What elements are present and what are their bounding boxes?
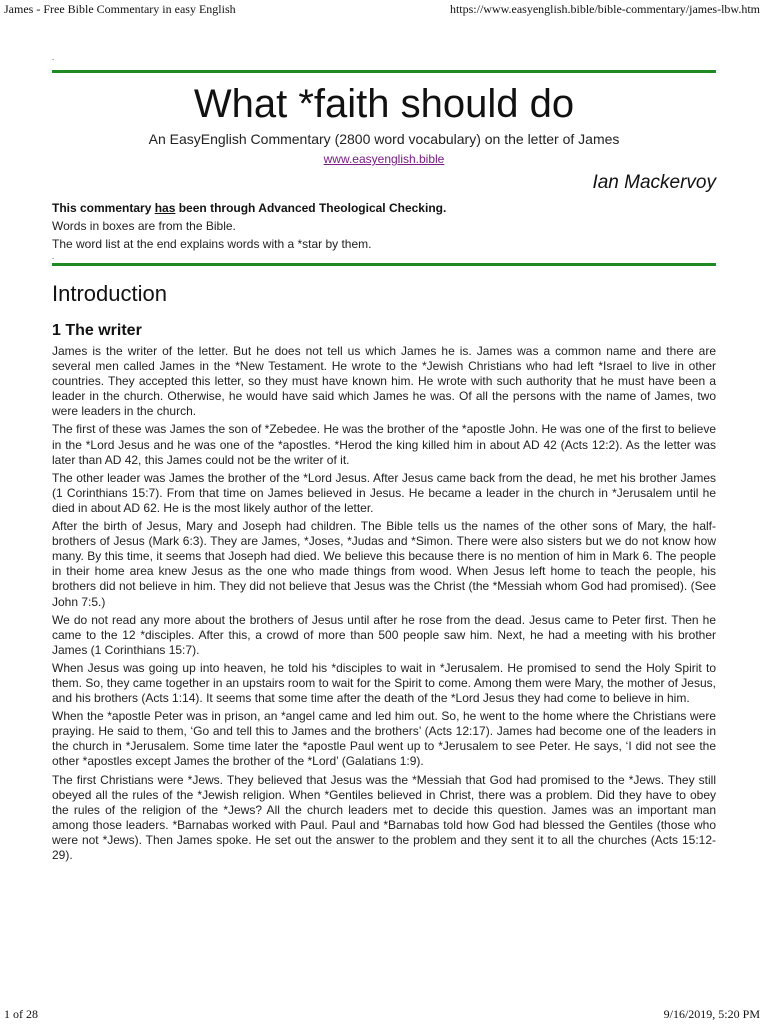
- print-header-url: https://www.easyenglish.bible/bible-commentary/james-lbw.htm: [449, 2, 760, 16]
- word-list-note: The word list at the end explains words with a *star by them.: [52, 237, 372, 251]
- bottom-dot: .: [52, 252, 55, 261]
- print-header-title: James - Free Bible Commentary in easy English: [4, 2, 236, 16]
- paragraph: When Jesus was going up into heaven, he told his *disciples to wait in *Jerusalem. He promised to send the Holy Spirit to them. So, they came together in an upstairs room to wait for the Spirit to come. Among them were Mary, the mother of Jesus, and his brothers (Acts 1:14). It seems that some time after the death of the *Lord Jesus they had come to believe in him.: [52, 660, 716, 706]
- paragraph: The first Christians were *Jews. They believed that Jesus was the *Messiah that God had promised to the *Jews. They still obeyed all the rules of the *Jewish religion. When *Gentiles believed in Christ, there was a problem. Did they have to obey the rules of the religion of the *Jews? All the church leaders met to decide this question. James was an important man among those leaders. *Barnabas worked with Paul. Paul and *Barnabas told how God had blessed the Gentiles (those who were not *Jews). Then James spoke. He set out the answer to the problem and they sent it to all the churches (Acts 15:12-29).: [52, 772, 716, 862]
- bottom-green-rule: [52, 263, 716, 266]
- page-count: 1 of 28: [4, 1007, 38, 1021]
- print-timestamp: 9/16/2019, 5:20 PM: [663, 1007, 760, 1021]
- checking-notice-end: been through Advanced Theological Checking.: [175, 201, 447, 215]
- author-name: Ian Mackervoy: [592, 172, 716, 193]
- print-header: [0, 1, 768, 17]
- page-title: What *faith should do: [193, 82, 575, 126]
- print-footer: [0, 1006, 768, 1022]
- document-page: [52, 54, 716, 866]
- paragraph: The other leader was James the brother of the *Lord Jesus. After Jesus came back from the dead, he met his brother James (1 Corinthians 15:7). From that time on James believed in Jesus. He became a leader in the church in *Jerusalem until he died in about AD 62. He is the most likely author of the letter.: [52, 470, 716, 515]
- checking-notice-has: has: [154, 201, 176, 215]
- paragraph: The first of these was James the son of *Zebedee. He was the brother of the *apostle John. He was one of the first to believe in the *Lord Jesus and he was one of the *apostles. *Herod the king killed him in about AD 42 (Acts 12:2). As the letter was later than AD 42, this James could not be the writer of it.: [52, 422, 716, 467]
- paragraph: When the *apostle Peter was in prison, an *angel came and led him out. So, he went to the home where the Christians were praying. He said to them, ‘Go and tell this to James and the brothers’ (Acts 12:17). James had become one of the leaders in the church in *Jerusalem. Some time later the *apostle Paul went up to *Jerusalem to see Peter. He says, ‘I did not see the other *apostles except James the brother of the *Lord’ (Galatians 1:9).: [52, 709, 716, 769]
- site-link[interactable]: www.easyenglish.bible: [323, 152, 445, 166]
- paragraph: After the birth of Jesus, Mary and Joseph had children. The Bible tells us the names of the other sons of Mary, the half-brothers of Jesus (Mark 6:3). They are James, *Joses, *Judas and *Simon. There were also sisters but we do not know how many. By this time, it seems that Joseph had died. We believe this because there is no mention of him in Mark 6. The people in their home area knew Jesus as the one who made things from wood. When Jesus left home to teach the people, his brothers did not believe in him. They did not believe that Jesus was the Christ (the *Messiah whom God had promised). (See John 7:5.): [52, 519, 716, 609]
- checking-notice: [52, 199, 716, 217]
- body-text: [52, 344, 716, 863]
- top-green-rule: [52, 70, 716, 73]
- paragraph: James is the writer of the letter. But he does not tell us which James he is. James was a common name and there are several men called James in the *New Testament. He wrote to the *Jewish Christians who had left *Israel to live in other countries. They accepted this letter, so they must have known him. He wrote with such authority that he must have been a leader in the church. Otherwise, he would have said which James he was. Of all the persons with the name of James, two were leaders in the church.: [52, 344, 716, 419]
- section-heading-introduction: Introduction: [52, 281, 167, 306]
- subsection-heading-writer: 1 The writer: [52, 322, 142, 339]
- site-link-wrapper: [52, 150, 716, 168]
- top-dot: .: [52, 53, 55, 62]
- page-subtitle: An EasyEnglish Commentary (2800 word vocabulary) on the letter of James: [148, 131, 620, 147]
- boxes-note: Words in boxes are from the Bible.: [52, 219, 236, 233]
- paragraph: We do not read any more about the brothers of Jesus until after he rose from the dead. Jesus came to Peter first. Then he came to the 12 *disciples. After this, a crowd of more than 500 people saw him. Next, he had a meeting with his brother James (1 Corinthians 15:7).: [52, 612, 716, 657]
- checking-notice-start: This commentary: [52, 201, 155, 215]
